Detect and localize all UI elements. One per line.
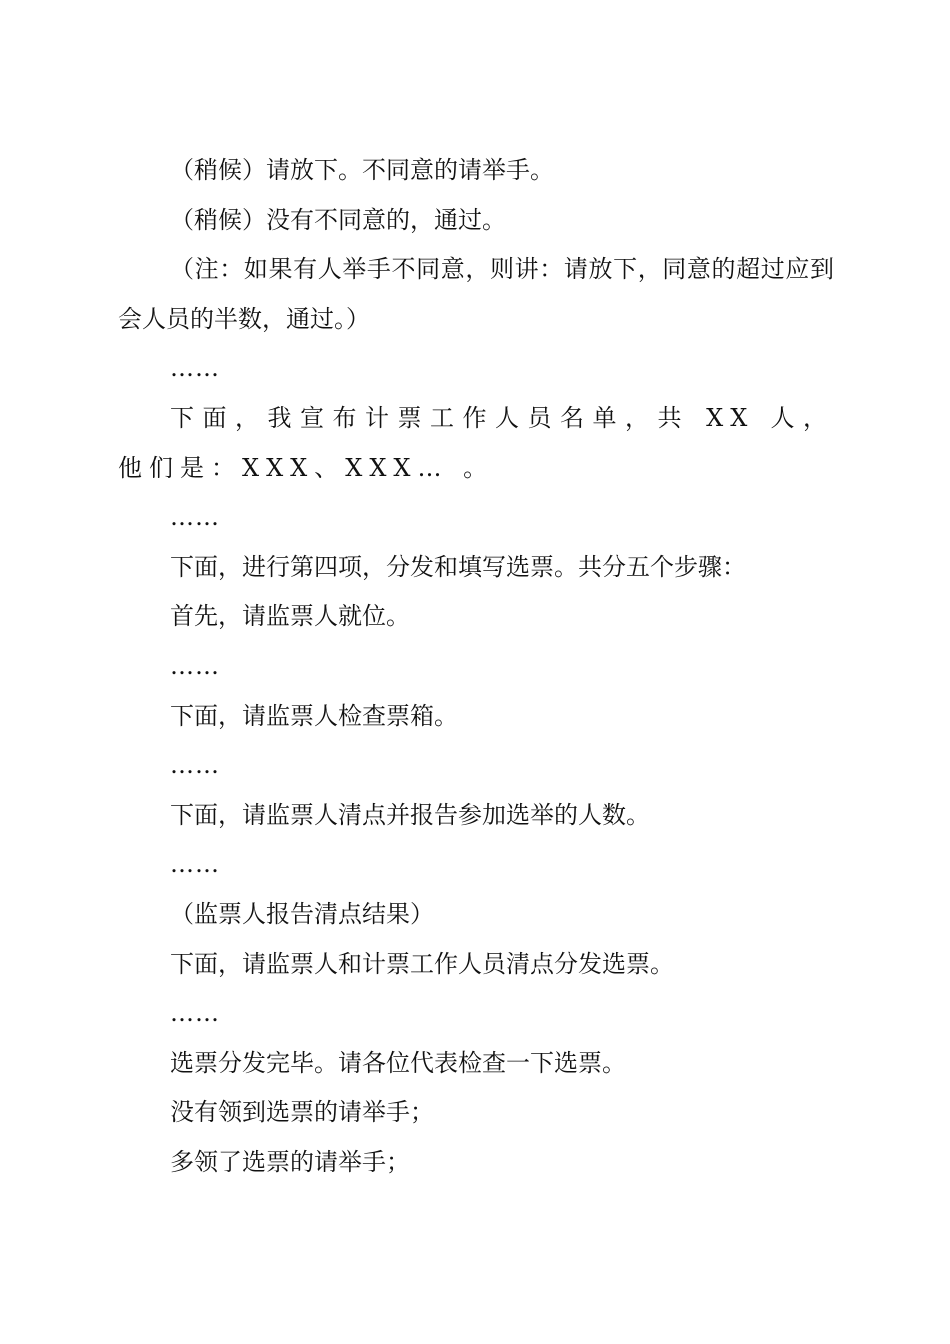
paragraph-wait-put-down: （稍候）请放下。不同意的请举手。 [170, 156, 554, 184]
ellipsis-separator: …… [170, 751, 220, 780]
paragraph-distribution-complete: 选票分发完毕。请各位代表检查一下选票。 [170, 1048, 626, 1077]
paragraph-counting-staff-list: 下面，我宣布计票工作人员名单，共 XX 人，他们是：XXX、XXX… 。 [118, 403, 834, 482]
paragraph-no-ballot-raise-hand: 没有领到选票的请举手； [170, 1098, 434, 1127]
paragraph-scrutineers-take-position: 首先，请监票人就位。 [170, 602, 410, 631]
paragraph-scrutineer-report: （监票人报告清点结果） [170, 899, 434, 928]
ellipsis-separator: …… [170, 850, 220, 879]
paragraph-note-objection: （注：如果有人举手不同意，则讲：请放下，同意的超过应到会人员的半数，通过。） [118, 255, 834, 333]
paragraph-no-objection-passed: （稍候）没有不同意的，通过。 [170, 205, 506, 234]
ellipsis-separator: …… [170, 503, 220, 532]
document-body [118, 146, 834, 1187]
ellipsis-separator: …… [170, 999, 220, 1028]
paragraph-check-ballot-box: 下面，请监票人检查票箱。 [170, 701, 458, 730]
paragraph-item-four-ballots: 下面，进行第四项，分发和填写选票。共分五个步骤： [170, 552, 746, 581]
paragraph-extra-ballot-raise-hand: 多领了选票的请举手； [170, 1147, 410, 1176]
paragraph-count-attendees: 下面，请监票人清点并报告参加选举的人数。 [170, 800, 650, 829]
paragraph-distribute-ballots: 下面，请监票人和计票工作人员清点分发选票。 [170, 949, 674, 978]
ellipsis-separator: …… [170, 651, 220, 680]
ellipsis-separator: …… [170, 354, 220, 383]
